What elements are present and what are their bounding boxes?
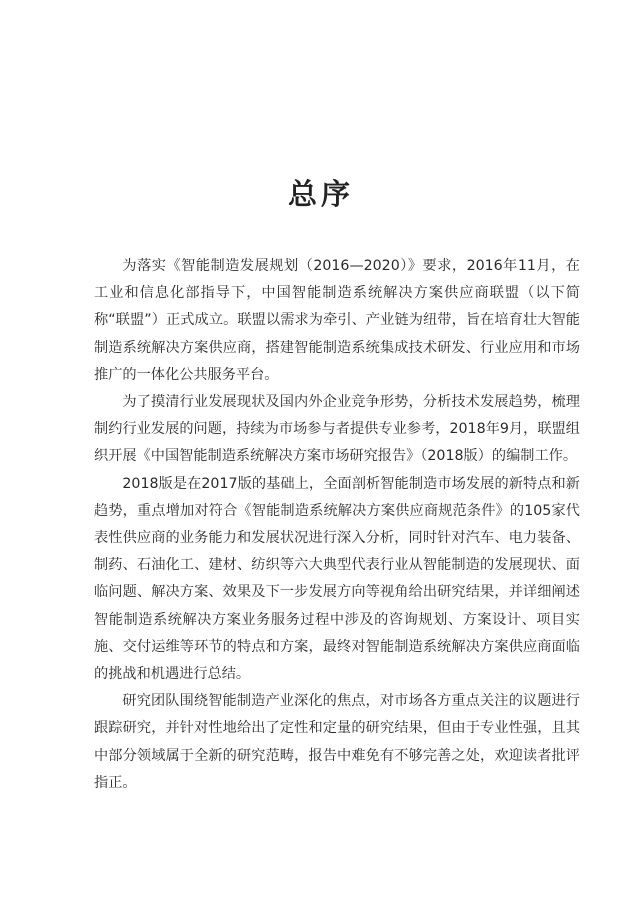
- page-title: 总序: [287, 177, 354, 211]
- paragraph-3: 2018版是在2017版的基础上，全面剖析智能制造市场发展的新特点和新趋势，重点增加对符合《智能制造系统解决方案供应商规范条件》的105家代表性供应商的业务能力和发展状况进行深入分析，同时针对汽车、电力装备、制药、石油化工、建材、纺织等六大典型代表行业从智能制造的发展现状、面临问题、解决方案、效果及下一步发展方向等视角给出研究结果，并详细阐述智能制造系统解决方案业务服务过程中涉及的咨询规划、方案设计、项目实施、交付运维等环节的特点和方案，最终对智能制造系统解决方案供应商面临的挑战和机遇进行总结。: [94, 475, 580, 683]
- paragraph-2: 为了摸清行业发展现状及国内外企业竞争形势，分析技术发展趋势，梳理制约行业发展的问题，持续为市场参与者提供专业参考，2018年9月，联盟组织开展《中国智能制造系统解决方案市场研究报告》（2018版）的编制工作。: [94, 394, 580, 465]
- paragraph-1: 为落实《智能制造发展规划（2016—2020）》要求，2016年11月，在工业和信息化部指导下，中国智能制造系统解决方案供应商联盟（以下简称“联盟”）正式成立。联盟以需求为牵引、产业链为纽带，旨在培育壮大智能制造系统解决方案供应商，搭建智能制造系统集成技术研发、行业应用和市场推广的一体化公共服务平台。: [94, 258, 580, 383]
- paragraph-4: 研究团队围绕智能制造产业深化的焦点，对市场各方重点关注的议题进行跟踪研究，并针对性地给出了定性和定量的研究结果，但由于专业性强，且其中部分领域属于全新的研究范畴，报告中难免有不够完善之处，欢迎读者批评指正。: [94, 693, 580, 791]
- preface-body: [94, 253, 580, 797]
